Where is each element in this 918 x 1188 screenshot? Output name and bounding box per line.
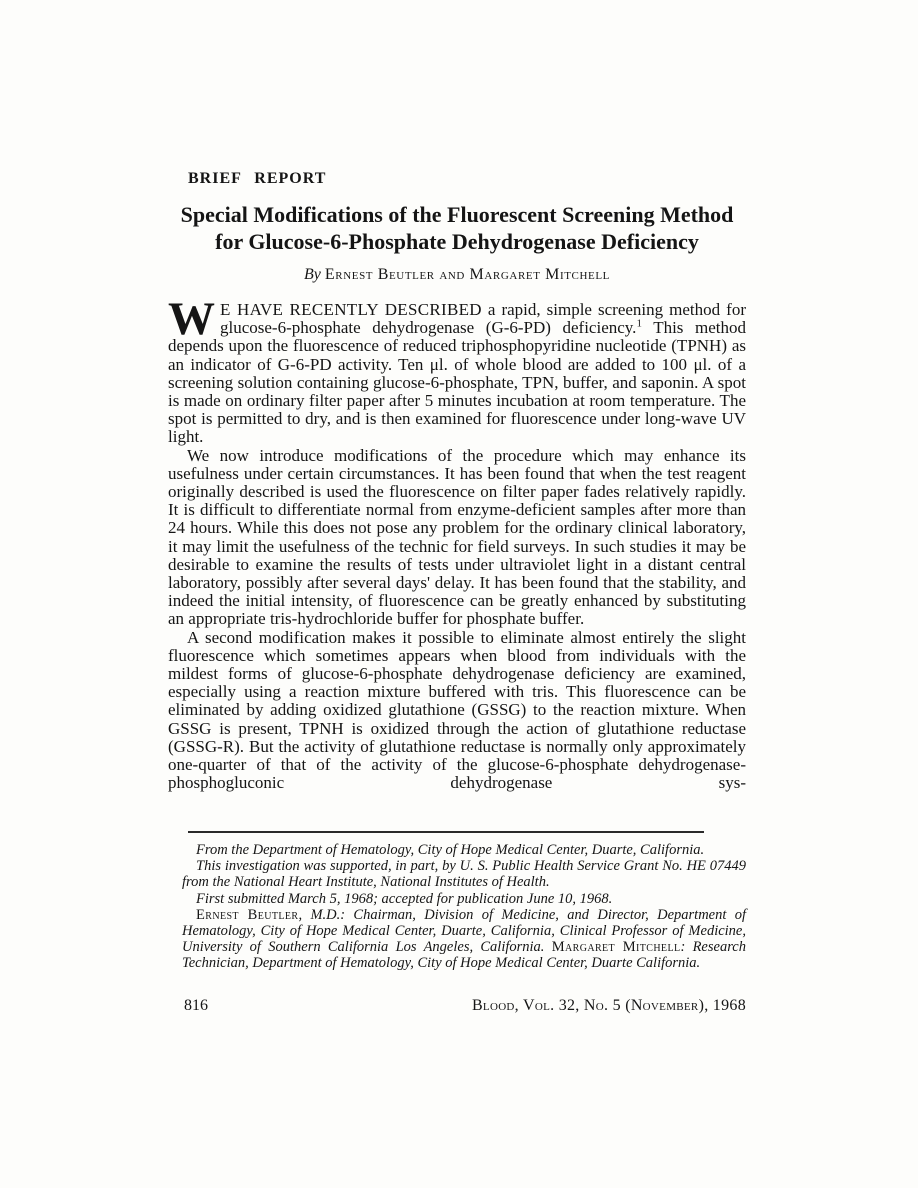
byline [168,266,746,284]
byline-prefix: By [304,266,325,283]
journal-reference: Blood, Vol. 32, No. 5 (November), 1968 [471,997,746,1014]
footnote-author-name-1: Ernest Beutler [196,906,299,923]
dropcap-w: W [168,293,215,345]
page-number: 816 [184,997,208,1014]
paragraph-1 [168,293,746,447]
article-title-line-1: Special Modifications of the Fluorescent Screening Method [180,202,734,227]
footnote-author-bio-2: : Research Technician, Department of Hematology, City of Hope Medical Center, Duarte California. [182,939,746,972]
paragraph-2: We now introduce modifications of the procedure which may enhance its usefulness under certain circumstances. It has been found that when the test reagent originally described is used the fluorescence on filter paper fades relatively rapidly. It is difficult to differentiate normal from enzyme-deficient samples after more than 24 hours. While this does not pose any problem for the ordinary clinical laboratory, it may limit the usefulness of the technic for field surveys. In such studies it may be desirable to examine the results of tests under ultraviolet light in a distant central laboratory, possibly after several days' delay. It has been found that the stability, and indeed the initial intensity, of fluorescence can be greatly enhanced by substituting an appropriate tris-hydrochloride buffer for phosphate buffer. [168,445,746,629]
section-label: BRIEF REPORT [188,170,327,187]
footnote-author-name-2: Margaret Mitchell [551,939,681,956]
paragraph-3: A second modification makes it possible to eliminate almost entirely the slight fluorescence which sometimes appears when blood from individuals with the mildest forms of glucose-6-phosphate dehydrogenase deficiency are examined, especially using a reaction mixture buffered with tris. This fluorescence can be eliminated by adding oxidized glutathione (GSSG) to the reaction mixture. When GSSG is present, TPNH is oxidized through the action of glutathione reductase (GSSG-R). But the activity of glutathione reductase is normally only approximately one-quarter of that of the activity of the glucose-6-phosphate dehydrogenase-phosphogluconic dehydrogenase sys- [168,627,746,793]
paragraph-1-text-continued: This method depends upon the fluorescence of reduced triphosphopyridine nucleotide (TPNH) as an indicator of G-6-PD activity. Ten μl. of whole blood are added to 100 μl. of a screening solution containing glucose-6-phosphate, TPN, buffer, and saponin. A spot is made on ordinary filter paper after 5 minutes incubation at room temperature. The spot is permitted to dry, and is then examined for fluorescence under long-wave UV light. [168,318,746,447]
page-footer [168,997,746,1015]
footnote-author-bio-1: , M.D.: Chairman, Division of Medicine, and Director, Department of Hematology, City of Hope Medical Center, Duarte, California, Clinical Professor of Medicine, University of Southern California Los Angeles, California. [182,906,747,956]
text-column [168,0,746,1188]
paragraph-1-text: a rapid, simple screening method for glucose-6-phosphate dehydrogenase (G-6-PD) deficiency. [220,300,746,338]
paragraph-1-lead: E HAVE RECENTLY DESCRIBED [220,300,482,319]
footnote-funding: This investigation was supported, in part, by U. S. Public Health Service Grant No. HE 07449 from the National Heart Institute, National Institutes of Health. [182,858,746,891]
byline-authors: Ernest Beutler and Margaret Mitchell [324,266,610,283]
article-title [168,201,746,255]
article-body [168,293,746,793]
footnote-author-bios [182,907,746,972]
article-title-line-2: for Glucose-6-Phosphate Dehydrogenase Deficiency [215,229,699,254]
footnote-divider-rule [188,831,704,833]
footnote-affiliation: From the Department of Hematology, City of Hope Medical Center, Duarte, California. [196,842,705,858]
footnotes [182,842,746,972]
footnote-submission-dates: First submitted March 5, 1968; accepted for publication June 10, 1968. [196,890,613,907]
footnote-reference-1: 1 [636,317,642,330]
